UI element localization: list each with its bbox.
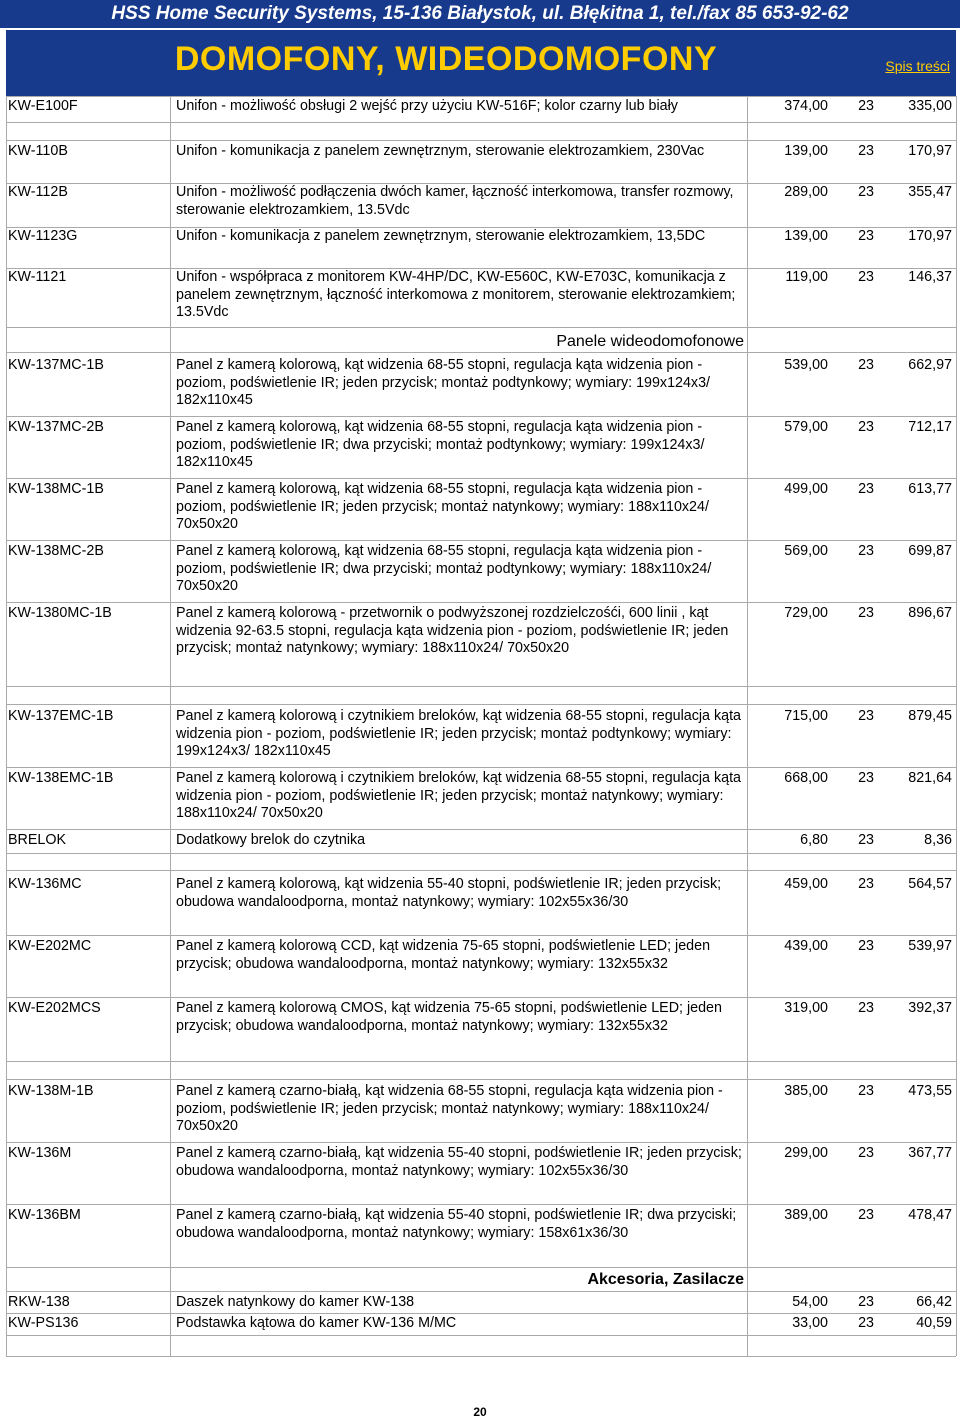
net-price: 715,00 <box>784 708 828 724</box>
gross-price: 66,42 <box>916 1294 952 1310</box>
toc-link[interactable]: Spis treści <box>885 58 950 74</box>
gross-price: 564,57 <box>908 876 952 892</box>
vat-rate: 23 <box>858 1083 874 1099</box>
product-code: KW-1121 <box>8 269 67 285</box>
product-description: Dodatkowy brelok do czytnika <box>176 832 366 848</box>
net-price: 289,00 <box>784 184 828 200</box>
table-gridline <box>6 352 956 353</box>
product-code: KW-1380MC-1B <box>8 605 112 621</box>
gross-price: 40,59 <box>916 1315 952 1331</box>
product-description: Panel z kamerą kolorową CMOS, kąt widzenia 75-65 stopni, podświetlenie LED; jeden przycisk; obudowa wandaloodporna, montaż natynkowy; wymiary: 132x55x32 <box>176 1000 722 1034</box>
table-gridline <box>6 602 956 603</box>
table-gridline <box>6 1267 956 1268</box>
product-code: KW-138M-1B <box>8 1083 94 1099</box>
section-heading-accessories: Akcesoria, Zasilacze <box>587 1271 744 1288</box>
product-code: KW-110B <box>8 143 68 159</box>
vat-rate: 23 <box>858 419 874 435</box>
product-code: KW-136BM <box>8 1207 81 1223</box>
gross-price: 712,17 <box>908 419 952 435</box>
product-description: Panel z kamerą czarno-białą, kąt widzenia 68-55 stopni, regulacja kąta widzenia pion - poziom, podświetlenie IR; jeden przycisk; montaż natynkowy; wymiary: 188x110x24/ 70x50x20 <box>176 1083 723 1134</box>
vat-rate: 23 <box>858 184 874 200</box>
vat-rate: 23 <box>858 832 874 848</box>
gross-price: 613,77 <box>908 481 952 497</box>
net-price: 499,00 <box>784 481 828 497</box>
gross-price: 662,97 <box>908 357 952 373</box>
vat-rate: 23 <box>858 357 874 373</box>
product-code: RKW-138 <box>8 1294 70 1310</box>
vat-rate: 23 <box>858 708 874 724</box>
vat-rate: 23 <box>858 1315 874 1331</box>
vat-rate: 23 <box>858 98 874 114</box>
table-gridline <box>6 1204 956 1205</box>
table-gridline <box>6 1356 956 1357</box>
net-price: 459,00 <box>784 876 828 892</box>
page-number: 20 <box>473 1405 487 1419</box>
product-code: KW-E100F <box>8 98 78 114</box>
section-heading-panels: Panele wideodomofonowe <box>556 333 744 350</box>
table-gridline <box>6 704 956 705</box>
gross-price: 821,64 <box>908 770 952 786</box>
vat-rate: 23 <box>858 770 874 786</box>
table-gridline <box>6 140 956 141</box>
table-gridline <box>6 767 956 768</box>
net-price: 374,00 <box>784 98 828 114</box>
product-description: Panel z kamerą kolorową i czytnikiem breloków, kąt widzenia 68-55 stopni, regulacja kąta widzenia pion - poziom, podświetlenie IR; jeden przycisk; montaż natynkowy; wymiary: 188x110x24/ 70x50x20 <box>176 770 742 821</box>
product-description: Podstawka kątowa do kamer KW-136 M/MC <box>176 1315 457 1331</box>
table-gridline <box>6 870 956 871</box>
product-description: Unifon - komunikacja z panelem zewnętrznym, sterowanie elektrozamkiem, 230Vac <box>176 143 705 159</box>
gross-price: 335,00 <box>908 98 952 114</box>
net-price: 139,00 <box>784 143 828 159</box>
company-info: HSS Home Security Systems, 15-136 Białystok, ul. Błękitna 1, tel./fax 85 653-92-62 <box>111 3 849 24</box>
gross-price: 699,87 <box>908 543 952 559</box>
table-gridline <box>6 853 956 854</box>
net-price: 668,00 <box>784 770 828 786</box>
vat-rate: 23 <box>858 543 874 559</box>
gross-price: 367,77 <box>908 1145 952 1161</box>
vat-rate: 23 <box>858 481 874 497</box>
table-gridline <box>6 540 956 541</box>
table-gridline <box>6 686 956 687</box>
title-banner <box>6 30 956 96</box>
product-code: KW-137MC-1B <box>8 357 104 373</box>
vat-rate: 23 <box>858 1207 874 1223</box>
vat-rate: 23 <box>858 1000 874 1016</box>
table-gridline <box>6 416 956 417</box>
table-column-line <box>6 96 7 1356</box>
gross-price: 170,97 <box>908 228 952 244</box>
product-code: KW-E202MC <box>8 938 92 954</box>
product-code: KW-137MC-2B <box>8 419 104 435</box>
product-code: KW-138MC-2B <box>8 543 104 559</box>
table-gridline <box>6 997 956 998</box>
product-code: KW-136MC <box>8 876 82 892</box>
table-gridline <box>6 935 956 936</box>
vat-rate: 23 <box>858 876 874 892</box>
product-description: Unifon - możliwość obsługi 2 wejść przy użyciu KW-516F; kolor czarny lub biały <box>176 98 678 114</box>
vat-rate: 23 <box>858 1145 874 1161</box>
product-description: Unifon - komunikacja z panelem zewnętrznym, sterowanie elektrozamkiem, 13,5DC <box>176 228 706 244</box>
vat-rate: 23 <box>858 143 874 159</box>
net-price: 389,00 <box>784 1207 828 1223</box>
net-price: 319,00 <box>784 1000 828 1016</box>
table-gridline <box>6 829 956 830</box>
net-price: 539,00 <box>784 357 828 373</box>
table-gridline <box>6 1313 956 1314</box>
product-code: KW-112B <box>8 184 68 200</box>
gross-price: 392,37 <box>908 1000 952 1016</box>
product-description: Panel z kamerą kolorową - przetwornik o podwyższonej rozdzielczośći, 600 linii , kąt widzenia 92-63.5 stopni, regulacja kąta widzenia pion - poziom, podświetlenie IR; jeden przycisk; montaż natynkowy; wymiary: 188x110x24/ 70x50x20 <box>176 605 729 656</box>
product-description: Panel z kamerą czarno-białą, kąt widzenia 55-40 stopni, podświetlenie IR; jeden przycisk; obudowa wandaloodporna, montaż natynkowy; wymiary: 102x55x36/30 <box>176 1145 742 1179</box>
table-gridline <box>6 1335 956 1336</box>
gross-price: 478,47 <box>908 1207 952 1223</box>
product-description: Panel z kamerą kolorową, kąt widzenia 68-55 stopni, regulacja kąta widzenia pion - poziom, podświetlenie IR; jeden przycisk; montaż natynkowy; wymiary: 188x110x24/ 70x50x20 <box>176 481 709 532</box>
table-column-line <box>956 96 957 1356</box>
product-code: KW-138EMC-1B <box>8 770 114 786</box>
product-code: BRELOK <box>8 832 67 848</box>
gross-price: 8,36 <box>924 832 952 848</box>
table-gridline <box>6 1142 956 1143</box>
table-gridline <box>6 96 956 97</box>
page-title: DOMOFONY, WIDEODOMOFONY <box>174 40 718 78</box>
product-description: Unifon - współpraca z monitorem KW-4HP/DC, KW-E560C, KW-E703C, komunikacja z panelem zewnętrznym, łączność interkomowa z monitorem, sterowanie elektrozamkiem; 13.5Vdc <box>176 269 736 320</box>
product-description: Unifon - możliwość podłączenia dwóch kamer, łączność interkomowa, transfer rozmowy, sterowanie elektrozamkiem, 13.5Vdc <box>176 184 734 218</box>
net-price: 579,00 <box>784 419 828 435</box>
product-code: KW-137EMC-1B <box>8 708 114 724</box>
net-price: 385,00 <box>784 1083 828 1099</box>
gross-price: 539,97 <box>908 938 952 954</box>
product-code: KW-E202MCS <box>8 1000 101 1016</box>
net-price: 439,00 <box>784 938 828 954</box>
product-description: Panel z kamerą kolorową i czytnikiem breloków, kąt widzenia 68-55 stopni, regulacja kąta widzenia pion - poziom, podświetlenie IR; jeden przycisk; montaż podtynkowy; wymiary: 199x124x3/ 182x110x45 <box>176 708 742 759</box>
vat-rate: 23 <box>858 605 874 621</box>
product-description: Panel z kamerą czarno-białą, kąt widzenia 55-40 stopni, podświetlenie IR; dwa przyciski; obudowa wandaloodporna, montaż natynkowy; wymiary: 158x61x36/30 <box>176 1207 737 1241</box>
vat-rate: 23 <box>858 1294 874 1310</box>
gross-price: 146,37 <box>908 269 952 285</box>
product-description: Daszek natynkowy do kamer KW-138 <box>176 1294 415 1310</box>
table-gridline <box>6 478 956 479</box>
gross-price: 355,47 <box>908 184 952 200</box>
product-description: Panel z kamerą kolorową CCD, kąt widzenia 75-65 stopni, podświetlenie LED; jeden przycisk; obudowa wandaloodporna, montaż natynkowy; wymiary: 132x55x32 <box>176 938 711 972</box>
vat-rate: 23 <box>858 269 874 285</box>
product-description: Panel z kamerą kolorową, kąt widzenia 55-40 stopni, podświetlenie IR; jeden przycisk; obudowa wandaloodporna, montaż natynkowy; wymiary: 102x55x36/30 <box>176 876 722 910</box>
table-gridline <box>6 122 956 123</box>
net-price: 299,00 <box>784 1145 828 1161</box>
net-price: 569,00 <box>784 543 828 559</box>
net-price: 33,00 <box>792 1315 828 1331</box>
company-header-bar <box>0 0 960 28</box>
net-price: 6,80 <box>800 832 828 848</box>
product-code: KW-138MC-1B <box>8 481 104 497</box>
vat-rate: 23 <box>858 938 874 954</box>
table-gridline <box>6 1079 956 1080</box>
net-price: 139,00 <box>784 228 828 244</box>
gross-price: 170,97 <box>908 143 952 159</box>
vat-rate: 23 <box>858 228 874 244</box>
net-price: 119,00 <box>785 269 828 285</box>
gross-price: 879,45 <box>908 708 952 724</box>
product-code: KW-PS136 <box>8 1315 79 1331</box>
net-price: 54,00 <box>792 1294 828 1310</box>
gross-price: 896,67 <box>908 605 952 621</box>
table-column-line <box>170 96 171 1356</box>
product-description: Panel z kamerą kolorową, kąt widzenia 68-55 stopni, regulacja kąta widzenia pion - poziom, podświetlenie IR; dwa przyciski; montaż podtynkowy; wymiary: 188x110x24/ 70x50x20 <box>176 543 712 594</box>
product-description: Panel z kamerą kolorową, kąt widzenia 68-55 stopni, regulacja kąta widzenia pion - poziom, podświetlenie IR; jeden przycisk; montaż podtynkowy; wymiary: 199x124x3/ 182x110x45 <box>176 357 710 408</box>
product-description: Panel z kamerą kolorową, kąt widzenia 68-55 stopni, regulacja kąta widzenia pion - poziom, podświetlenie IR; dwa przyciski; montaż podtynkowy; wymiary: 199x124x3/ 182x110x45 <box>176 419 705 470</box>
product-code: KW-1123G <box>8 228 78 244</box>
gross-price: 473,55 <box>908 1083 952 1099</box>
product-code: KW-136M <box>8 1145 72 1161</box>
table-gridline <box>6 1061 956 1062</box>
table-gridline <box>6 327 956 328</box>
net-price: 729,00 <box>784 605 828 621</box>
table-gridline <box>6 1291 956 1292</box>
